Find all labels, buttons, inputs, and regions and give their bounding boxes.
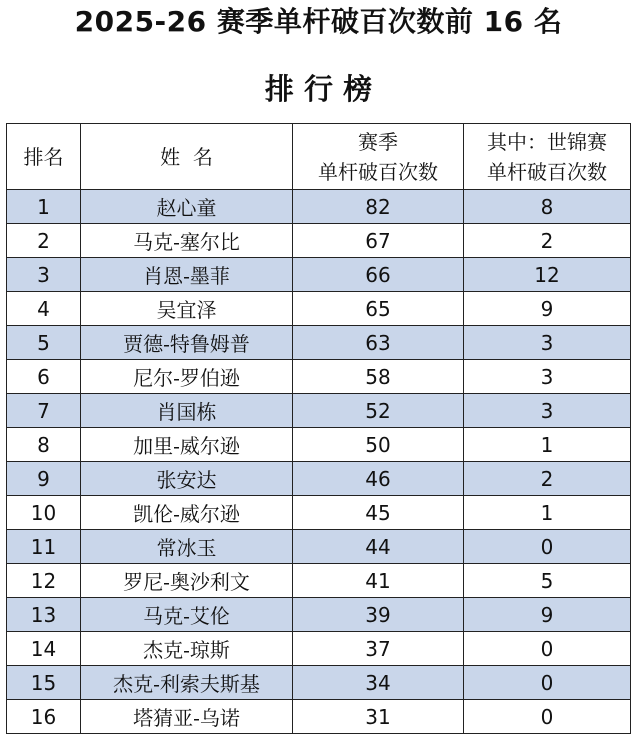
table-row xyxy=(7,360,631,394)
page-title: 2025-26 赛季单杆破百次数前 16 名 xyxy=(74,5,563,38)
table-row xyxy=(7,700,631,734)
season-centuries-cell: 66 xyxy=(293,258,464,292)
season-centuries-cell: 58 xyxy=(293,360,464,394)
rank-cell: 13 xyxy=(7,598,81,632)
table-row xyxy=(7,190,631,224)
rank-cell: 3 xyxy=(7,258,81,292)
rank-cell: 14 xyxy=(7,632,81,666)
season-centuries-cell: 65 xyxy=(293,292,464,326)
wc-centuries-cell: 8 xyxy=(464,190,631,224)
name-cell: 杰克-琼斯 xyxy=(81,632,293,666)
name-cell: 马克-塞尔比 xyxy=(81,224,293,258)
name-cell: 贾德-特鲁姆普 xyxy=(81,326,293,360)
header-season-line2: 单杆破百次数 xyxy=(318,159,438,184)
wc-centuries-cell: 0 xyxy=(464,530,631,564)
season-centuries-cell: 45 xyxy=(293,496,464,530)
table-row xyxy=(7,530,631,564)
rank-cell: 15 xyxy=(7,666,81,700)
wc-centuries-cell: 1 xyxy=(464,496,631,530)
table-row xyxy=(7,292,631,326)
rank-cell: 4 xyxy=(7,292,81,326)
header-rank: 排名 xyxy=(7,124,81,190)
wc-centuries-cell: 0 xyxy=(464,632,631,666)
name-cell: 肖恩-墨菲 xyxy=(81,258,293,292)
wc-centuries-cell: 2 xyxy=(464,224,631,258)
rank-cell: 12 xyxy=(7,564,81,598)
rank-cell: 10 xyxy=(7,496,81,530)
season-centuries-cell: 41 xyxy=(293,564,464,598)
table-header-row xyxy=(7,124,631,190)
season-centuries-cell: 82 xyxy=(293,190,464,224)
name-cell: 马克-艾伦 xyxy=(81,598,293,632)
season-centuries-cell: 34 xyxy=(293,666,464,700)
header-wc-line1: 其中：世锦赛 xyxy=(487,129,607,154)
rank-cell: 8 xyxy=(7,428,81,462)
season-centuries-cell: 67 xyxy=(293,224,464,258)
table-row xyxy=(7,598,631,632)
table-row xyxy=(7,326,631,360)
wc-centuries-cell: 5 xyxy=(464,564,631,598)
table-row xyxy=(7,394,631,428)
wc-centuries-cell: 0 xyxy=(464,700,631,734)
rank-cell: 5 xyxy=(7,326,81,360)
wc-centuries-cell: 12 xyxy=(464,258,631,292)
name-cell: 赵心童 xyxy=(81,190,293,224)
header-wc-line2: 单杆破百次数 xyxy=(487,159,607,184)
rank-cell: 9 xyxy=(7,462,81,496)
season-centuries-cell: 44 xyxy=(293,530,464,564)
season-centuries-cell: 39 xyxy=(293,598,464,632)
name-cell: 杰克-利索夫斯基 xyxy=(81,666,293,700)
table-row xyxy=(7,564,631,598)
wc-centuries-cell: 1 xyxy=(464,428,631,462)
season-centuries-cell: 46 xyxy=(293,462,464,496)
name-cell: 罗尼-奥沙利文 xyxy=(81,564,293,598)
season-centuries-cell: 37 xyxy=(293,632,464,666)
header-world-championship-centuries xyxy=(464,124,631,190)
name-cell: 肖国栋 xyxy=(81,394,293,428)
rank-cell: 11 xyxy=(7,530,81,564)
table-row xyxy=(7,462,631,496)
wc-centuries-cell: 0 xyxy=(464,666,631,700)
name-cell: 加里-威尔逊 xyxy=(81,428,293,462)
season-centuries-cell: 52 xyxy=(293,394,464,428)
header-season-line1: 赛季 xyxy=(358,129,398,154)
wc-centuries-cell: 3 xyxy=(464,360,631,394)
wc-centuries-cell: 9 xyxy=(464,292,631,326)
name-cell: 塔猜亚-乌诺 xyxy=(81,700,293,734)
wc-centuries-cell: 3 xyxy=(464,326,631,360)
rank-cell: 7 xyxy=(7,394,81,428)
wc-centuries-cell: 3 xyxy=(464,394,631,428)
name-cell: 吴宜泽 xyxy=(81,292,293,326)
name-cell: 凯伦-威尔逊 xyxy=(81,496,293,530)
ranking-table xyxy=(6,123,631,734)
name-cell: 张安达 xyxy=(81,462,293,496)
rank-cell: 6 xyxy=(7,360,81,394)
wc-centuries-cell: 9 xyxy=(464,598,631,632)
table-row xyxy=(7,632,631,666)
table-row xyxy=(7,496,631,530)
rank-cell: 16 xyxy=(7,700,81,734)
name-cell: 尼尔-罗伯逊 xyxy=(81,360,293,394)
season-centuries-cell: 63 xyxy=(293,326,464,360)
table-row xyxy=(7,258,631,292)
table-row xyxy=(7,224,631,258)
wc-centuries-cell: 2 xyxy=(464,462,631,496)
rank-cell: 2 xyxy=(7,224,81,258)
rank-cell: 1 xyxy=(7,190,81,224)
table-row xyxy=(7,428,631,462)
header-season-centuries xyxy=(293,124,464,190)
page-subtitle: 排 行 榜 xyxy=(264,72,373,106)
table-row xyxy=(7,666,631,700)
name-cell: 常冰玉 xyxy=(81,530,293,564)
season-centuries-cell: 50 xyxy=(293,428,464,462)
header-name: 姓 名 xyxy=(81,124,293,190)
season-centuries-cell: 31 xyxy=(293,700,464,734)
